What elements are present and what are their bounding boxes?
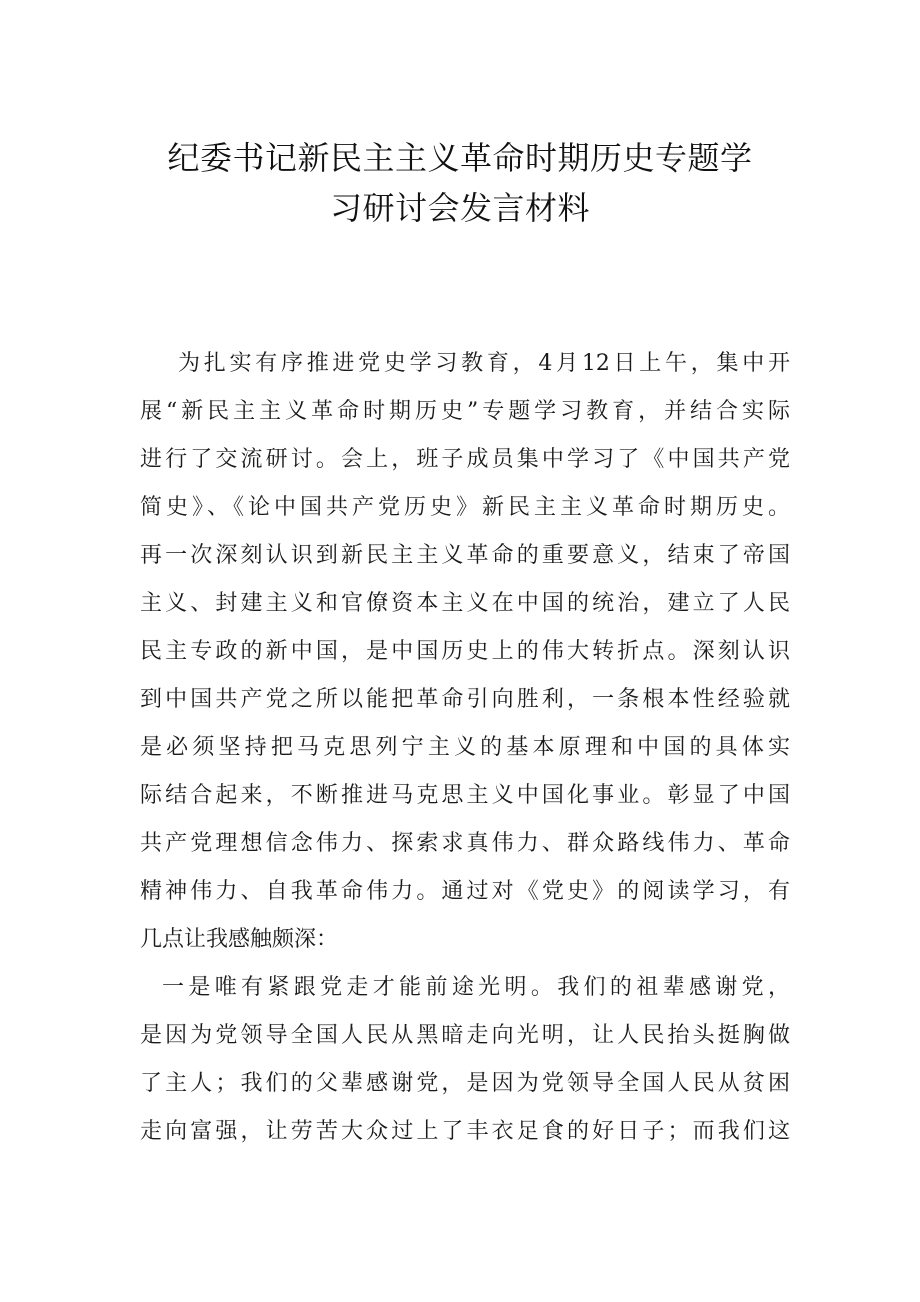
text-line: 精神伟力、自我革命伟力。通过对《党史》的阅读学习，有 xyxy=(140,879,790,904)
document-body xyxy=(140,340,790,1156)
title-line-2: 习研讨会发言材料 xyxy=(329,189,590,227)
text-line: 民主专政的新中国，是中国历史上的伟大转折点。深刻认识 xyxy=(140,639,790,664)
text-line: 了主人；我们的父辈感谢党，是因为党领导全国人民从贫困 xyxy=(140,1071,790,1096)
text-line: 几点让我感触颇深： xyxy=(140,927,339,952)
text-line: 到中国共产党之所以能把革命引向胜利，一条根本性经验就 xyxy=(140,687,790,712)
text-line: 为扎实有序推进党史学习教育，4月12日上午，集中开 xyxy=(178,351,790,376)
text-line: 简史》、《论中国共产党历史》新民主主义革命时期历史。 xyxy=(140,495,790,520)
text-line: 共产党理想信念伟力、探索求真伟力、群众路线伟力、革命 xyxy=(140,831,790,856)
text-line: 主义、封建主义和官僚资本主义在中国的统治，建立了人民 xyxy=(140,591,790,616)
text-line: 是因为党领导全国人民从黑暗走向光明，让人民抬头挺胸做 xyxy=(140,1023,790,1048)
text-line: 进行了交流研讨。会上，班子成员集中学习了《中国共产党 xyxy=(140,447,790,472)
title-line-1: 纪委书记新民主主义革命时期历史专题学 xyxy=(167,139,753,177)
document-title xyxy=(100,133,820,233)
paragraph-2 xyxy=(140,964,790,1156)
text-line: 展“新民主主义革命时期历史”专题学习教育，并结合实际 xyxy=(140,399,790,424)
text-line: 际结合起来，不断推进马克思主义中国化事业。彰显了中国 xyxy=(140,783,790,808)
paragraph-1 xyxy=(140,340,790,964)
text-line: 再一次深刻认识到新民主主义革命的重要意义，结束了帝国 xyxy=(140,543,790,568)
text-line: 走向富强，让劳苦大众过上了丰衣足食的好日子；而我们这 xyxy=(140,1119,790,1144)
text-line: 一是唯有紧跟党走才能前途光明。我们的祖辈感谢党， xyxy=(162,975,790,1000)
text-line: 是必须坚持把马克思列宁主义的基本原理和中国的具体实 xyxy=(140,735,790,760)
